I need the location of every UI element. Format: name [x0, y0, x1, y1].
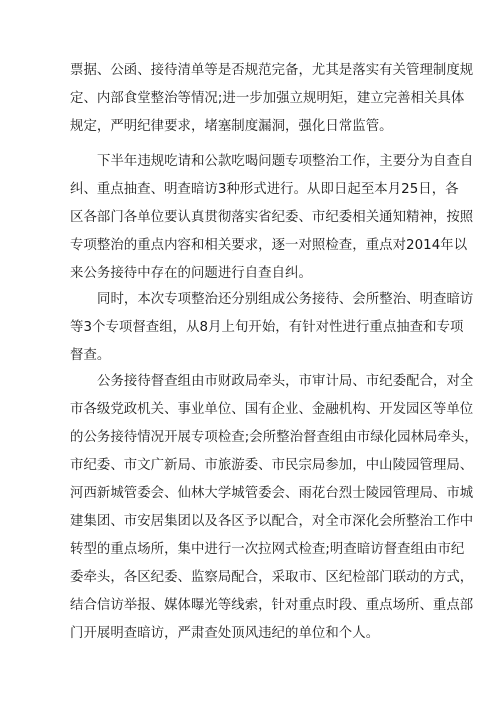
- text-line: 专项整治的重点内容和相关要求，逐一对照检查，重点对2014年以: [70, 238, 468, 253]
- text-line: 转型的重点场所，集中进行一次拉网式检查;明查暗访督查组由市纪: [70, 542, 465, 557]
- text-line: 门开展明查暗访，严肃查处顶风违纪的单位和个人。: [70, 626, 380, 641]
- text-line: 区各部门各单位要认真贯彻落实省纪委、市纪委相关通知精神，按照: [70, 210, 474, 225]
- text-line: 票据、公函、接待清单等是否规范完备，尤其是落实有关管理制度规: [70, 63, 474, 78]
- text-line: 下半年违规吃请和公款吃喝问题专项整治工作，主要分为自查自: [97, 154, 474, 169]
- text-line: 同时，本次专项整治还分别组成公务接待、会所整治、明查暗访: [97, 292, 474, 307]
- text-line: 市各级党政机关、事业单位、国有企业、金融机构、开发园区等单位: [70, 402, 474, 417]
- text-line: 委牵头，各区纪委、监察局配合，采取市、区纪检部门联动的方式，: [70, 570, 474, 585]
- text-line: 结合信访举报、媒体曝光等线索，针对重点时段、重点场所、重点部: [70, 598, 474, 613]
- paragraph-2: [70, 148, 474, 288]
- text-line: 市纪委、市文广新局、市旅游委、市民宗局参加，中山陵园管理局、: [70, 458, 474, 473]
- text-line: 督查。: [70, 348, 111, 363]
- text-line: 规定，严明纪律要求，堵塞制度漏洞，强化日常监管。: [70, 119, 393, 134]
- text-line: 纠、重点抽查、明查暗访3种形式进行。从即日起至本月25日，各: [70, 182, 459, 197]
- paragraph-4: [70, 368, 478, 648]
- text-line: 河西新城管委会、仙林大学城管委会、雨花台烈士陵园管理局、市城: [70, 486, 474, 501]
- text-line: 来公务接待中存在的问题进行自查自纠。: [70, 266, 312, 281]
- text-line: 定、内部食堂整治等情况;进一步加强立规明矩，建立完善相关具体: [70, 91, 465, 106]
- text-line: 的公务接待情况开展专项检查;会所整治督查组由市绿化园林局牵头，: [70, 430, 478, 445]
- paragraph-3: [70, 286, 474, 370]
- text-line: 等3个专项督查组，从8月上旬开始，有针对性进行重点抽查和专项: [70, 320, 464, 335]
- text-line: 公务接待督查组由市财政局牵头，市审计局、市纪委配合，对全: [97, 374, 474, 389]
- paragraph-1: [70, 57, 474, 141]
- text-line: 建集团、市安居集团以及各区予以配合，对全市深化会所整治工作中: [70, 514, 474, 529]
